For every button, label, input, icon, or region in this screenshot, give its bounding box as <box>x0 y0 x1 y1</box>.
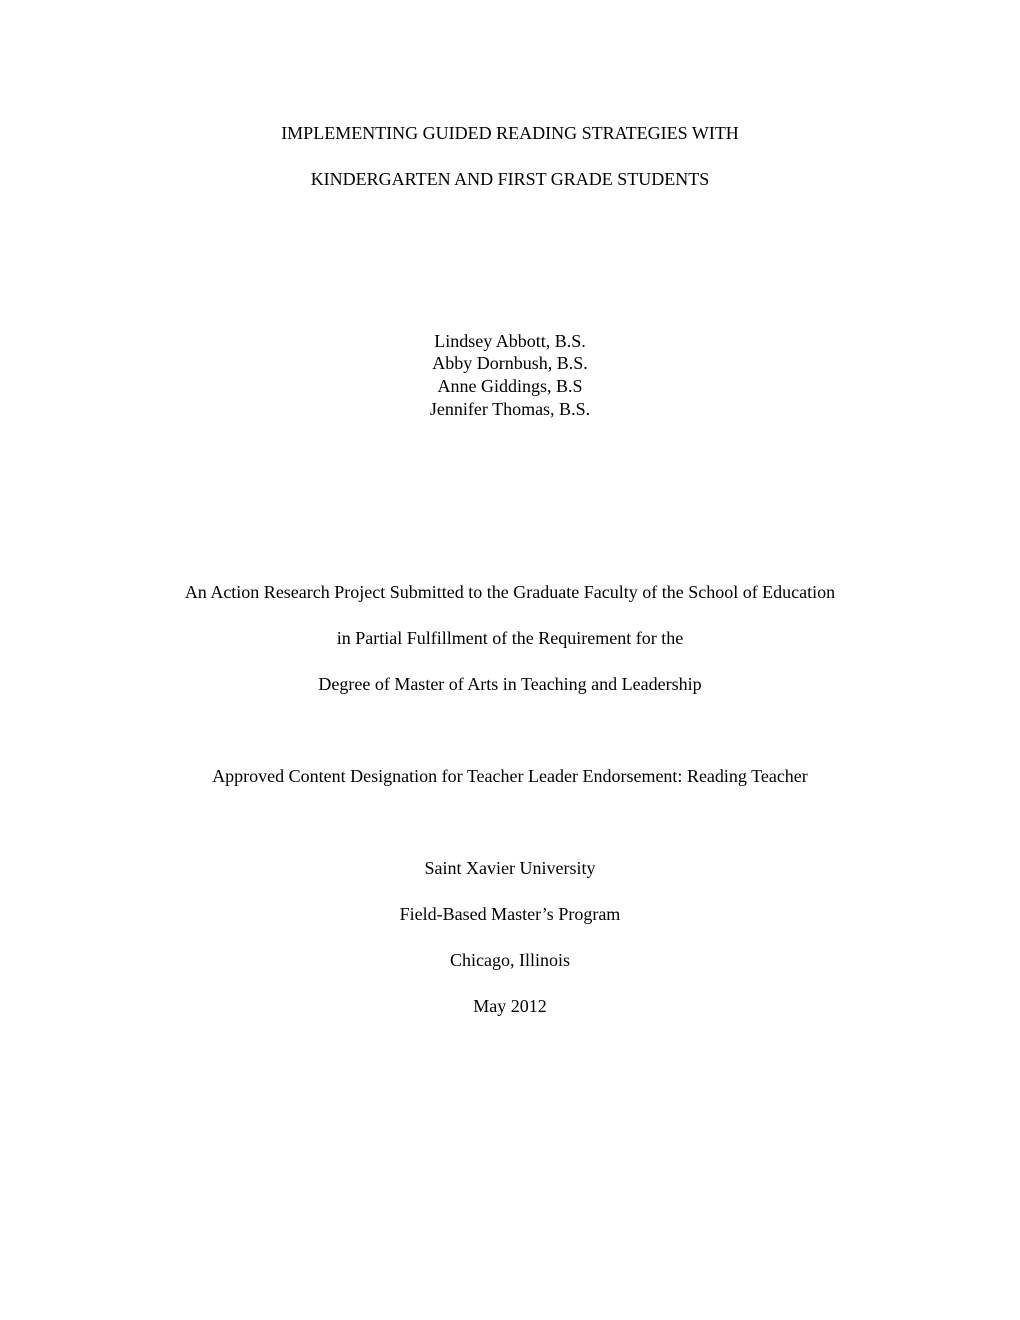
author-name: Abby Dornbush, B.S. <box>432 353 588 373</box>
submission-statement-line-1: An Action Research Project Submitted to the Graduate Faculty of the School of Education <box>184 582 836 602</box>
submission-statement-line-2: in Partial Fulfillment of the Requirement for the <box>336 628 684 648</box>
document-title-line-1: IMPLEMENTING GUIDED READING STRATEGIES WITH <box>281 123 739 143</box>
author-name: Jennifer Thomas, B.S. <box>429 399 591 419</box>
submission-date: May 2012 <box>473 996 547 1016</box>
content-designation: Approved Content Designation for Teacher Leader Endorsement: Reading Teacher <box>212 766 808 786</box>
program-name: Field-Based Master’s Program <box>399 904 621 924</box>
author-name: Lindsey Abbott, B.S. <box>434 331 586 351</box>
submission-statement-line-3: Degree of Master of Arts in Teaching and Leadership <box>318 674 702 694</box>
document-title-line-2: KINDERGARTEN AND FIRST GRADE STUDENTS <box>310 169 710 189</box>
university-name: Saint Xavier University <box>424 858 596 878</box>
author-name: Anne Giddings, B.S <box>437 376 583 396</box>
location: Chicago, Illinois <box>450 950 570 970</box>
